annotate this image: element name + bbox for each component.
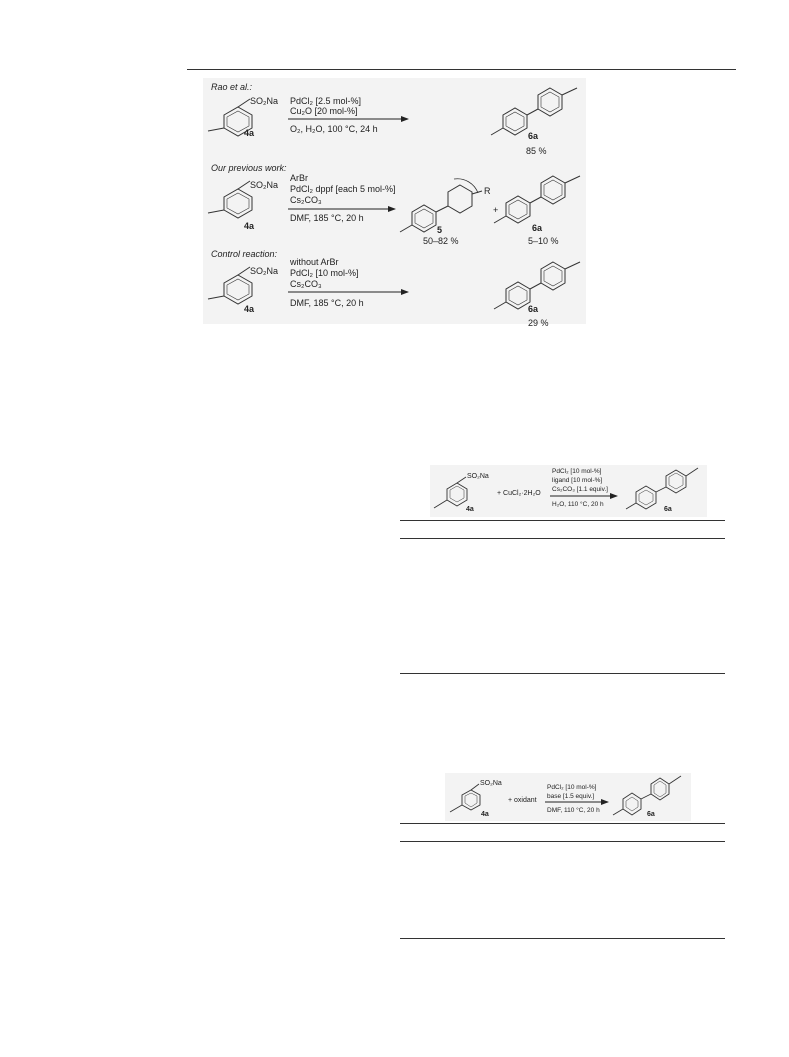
table2-bottom-rule xyxy=(400,938,725,939)
table1-reaction-arrow xyxy=(550,492,622,500)
row3-heading: Control reaction: xyxy=(211,249,278,259)
row1-product-label: 6a xyxy=(528,131,539,141)
table1-top-rule xyxy=(400,520,725,521)
row2-condition-3: Cs₂CO₃ xyxy=(290,195,322,205)
row2-condition-below: DMF, 185 °C, 20 h xyxy=(290,213,364,223)
table1-condition-1: PdCl₂ [10 mol-%] xyxy=(552,468,602,475)
row2-reaction-arrow xyxy=(288,205,400,213)
row1-product-structure xyxy=(495,82,585,144)
table1-reagent-group: SO₂Na xyxy=(467,473,489,480)
row3-condition-below: DMF, 185 °C, 20 h xyxy=(290,298,364,308)
row3-condition-1: without ArBr xyxy=(290,257,339,267)
row2-plus-sign: + xyxy=(493,205,499,215)
table2-reactant-label: 4a xyxy=(481,811,489,818)
table1-header-rule xyxy=(400,538,725,539)
row2-product-label: 5 xyxy=(437,225,443,235)
row3-product-structure xyxy=(498,256,588,318)
table1-coreagent: + CuCl₂·2H₂O xyxy=(497,490,541,497)
table2-header-rule xyxy=(400,841,725,842)
row1-condition-1: PdCl₂ [2.5 mol-%] xyxy=(290,96,362,106)
row2-condition-2: PdCl₂ dppf [each 5 mol-%] xyxy=(290,184,396,194)
table1-condition-3: Cs₂CO₃ [1.1 equiv.] xyxy=(552,486,608,493)
table1-reactant-label: 4a xyxy=(466,506,474,513)
row2-byproduct-yield: 5–10 % xyxy=(528,236,559,246)
row3-condition-3: Cs₂CO₃ xyxy=(290,279,322,289)
table1-product-label: 6a xyxy=(664,506,672,513)
row3-reactant-label: 4a xyxy=(244,304,255,314)
table1-condition-2: ligand [10 mol-%] xyxy=(552,477,603,484)
table1-bottom-rule xyxy=(400,673,725,674)
row3-product-yield: 29 % xyxy=(528,318,549,328)
row2-condition-1: ArBr xyxy=(290,173,308,183)
row1-reactant-label: 4a xyxy=(244,128,255,138)
row3-condition-2: PdCl₂ [10 mol-%] xyxy=(290,268,359,278)
row2-reagent-group: SO₂Na xyxy=(250,180,279,190)
row1-heading: Rao et al.: xyxy=(211,82,253,92)
row1-condition-below: O₂, H₂O, 100 °C, 24 h xyxy=(290,124,378,134)
row2-byproduct-label: 6a xyxy=(532,223,543,233)
row1-reagent-group: SO₂Na xyxy=(250,96,279,106)
row3-product-label: 6a xyxy=(528,304,539,314)
table2-reaction-arrow xyxy=(545,798,613,806)
row1-product-yield: 85 % xyxy=(526,146,547,156)
table2-condition-2: base [1.5 equiv.] xyxy=(547,793,595,800)
row2-reactant-label: 4a xyxy=(244,221,255,231)
row2-product-structure xyxy=(400,163,495,235)
table2-top-rule xyxy=(400,823,725,824)
table2-condition-below: DMF, 110 °C, 20 h xyxy=(547,807,600,814)
header-rule xyxy=(187,69,736,70)
row3-reaction-arrow xyxy=(288,288,413,296)
row3-reagent-group: SO₂Na xyxy=(250,266,279,276)
row1-reaction-arrow xyxy=(288,115,413,123)
row2-heading: Our previous work: xyxy=(211,163,287,173)
row2-substituent: R xyxy=(484,186,491,196)
table2-reagent-group: SO₂Na xyxy=(480,780,502,787)
row2-byproduct-structure xyxy=(498,170,588,232)
table2-coreagent: + oxidant xyxy=(508,797,537,804)
table2-product-label: 6a xyxy=(647,811,655,818)
row2-product-yield: 50–82 % xyxy=(423,236,459,246)
row1-condition-2: Cu₂O [20 mol-%] xyxy=(290,106,358,116)
table2-condition-1: PdCl₂ [10 mol-%] xyxy=(547,784,597,791)
table1-condition-below: H₂O, 110 °C, 20 h xyxy=(552,501,604,508)
